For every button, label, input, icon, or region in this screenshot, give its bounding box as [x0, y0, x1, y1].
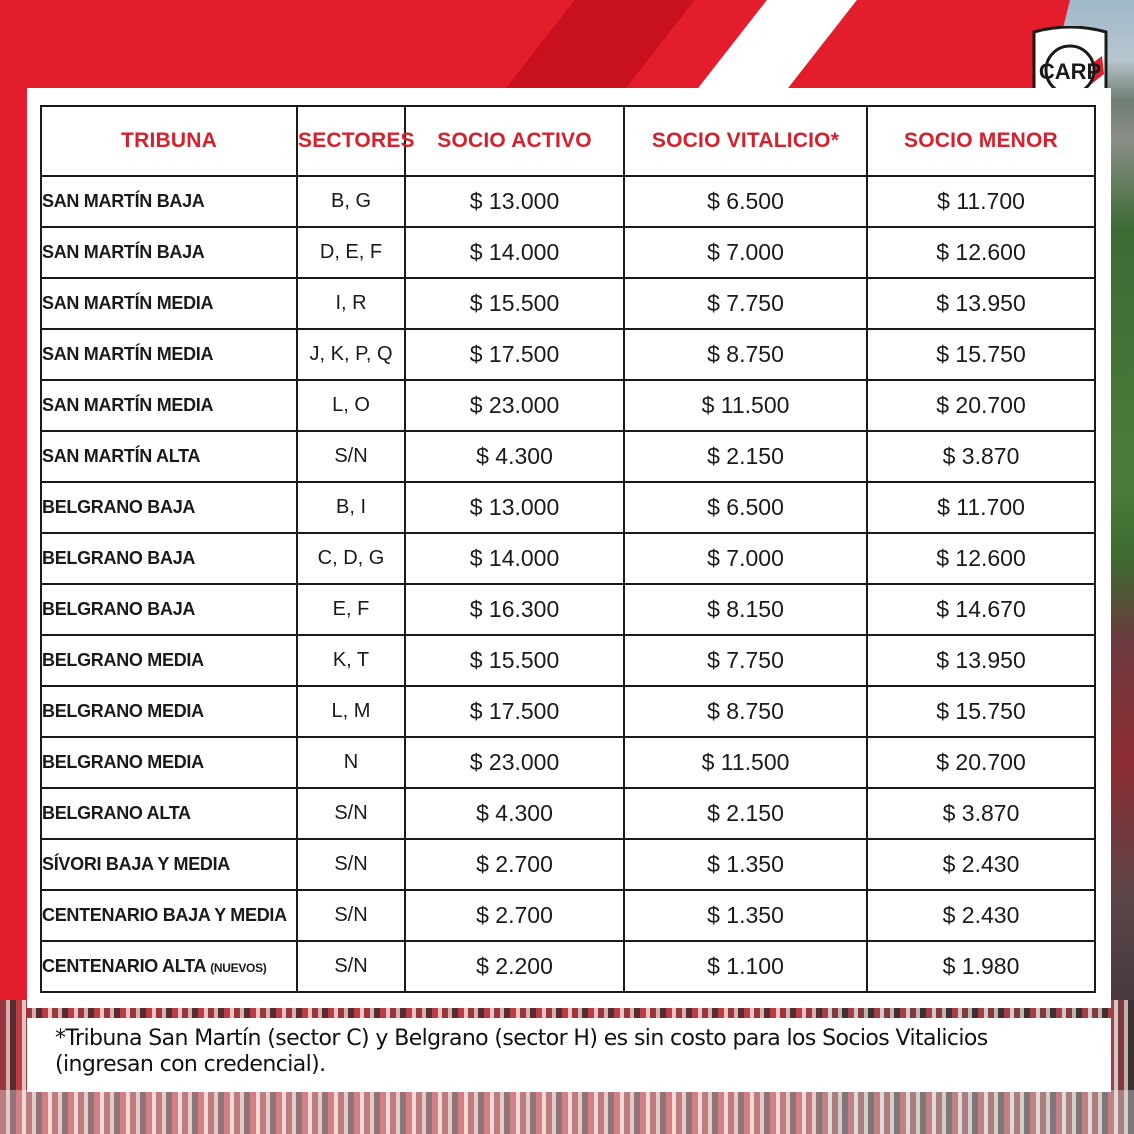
- table-row: [41, 482, 1095, 533]
- cell-socio-menor: [867, 839, 1095, 890]
- cell-sectores-text: L, O: [332, 394, 370, 416]
- cell-socio-vitalicio-text: $ 7.750: [707, 290, 784, 316]
- cell-socio-vitalicio: [624, 533, 867, 584]
- cell-sectores: [297, 431, 405, 482]
- cell-sectores: [297, 533, 405, 584]
- cell-socio-menor-text: $ 1.980: [942, 953, 1020, 979]
- cell-socio-menor-text: $ 3.870: [942, 443, 1020, 469]
- cell-socio-vitalicio-text: $ 1.350: [707, 851, 784, 877]
- cell-socio-vitalicio-text: $ 6.500: [707, 494, 784, 520]
- cell-tribuna-text: SAN MARTÍN MEDIA: [42, 344, 214, 364]
- cell-socio-activo-text: $ 17.500: [469, 698, 560, 724]
- cell-socio-activo-text: $ 2.200: [476, 953, 553, 979]
- cell-socio-menor: [867, 941, 1095, 992]
- cell-sectores-text: I, R: [335, 292, 367, 314]
- cell-sectores-text: B, I: [335, 496, 366, 518]
- cell-sectores-text: S/N: [334, 853, 368, 875]
- cell-socio-menor: [867, 788, 1095, 839]
- cell-tribuna: [41, 482, 297, 533]
- cell-sectores: [297, 584, 405, 635]
- cell-socio-vitalicio-text: $ 8.750: [707, 341, 784, 367]
- cell-socio-vitalicio: [624, 176, 867, 227]
- cell-socio-activo: [405, 788, 624, 839]
- cell-socio-menor: [867, 380, 1095, 431]
- cell-socio-menor: [867, 686, 1095, 737]
- cell-tribuna: [41, 839, 297, 890]
- cell-sectores: [297, 329, 405, 380]
- cell-socio-menor: [867, 635, 1095, 686]
- cell-sectores-text: S/N: [334, 955, 368, 977]
- cell-socio-activo: [405, 482, 624, 533]
- cell-socio-activo: [405, 533, 624, 584]
- cell-socio-vitalicio: [624, 890, 867, 941]
- cell-socio-vitalicio-text: $ 1.350: [707, 902, 784, 928]
- cell-socio-activo-text: $ 23.000: [469, 392, 560, 418]
- cell-socio-menor: [867, 329, 1095, 380]
- cell-socio-menor: [867, 176, 1095, 227]
- cell-tribuna: [41, 278, 297, 329]
- cell-socio-menor-text: $ 15.750: [936, 698, 1026, 724]
- cell-socio-menor-text: $ 13.950: [936, 290, 1026, 316]
- cell-socio-menor-text: $ 2.430: [942, 902, 1020, 928]
- cell-tribuna-text: CENTENARIO ALTA: [42, 956, 206, 976]
- cell-socio-activo-text: $ 2.700: [476, 851, 553, 877]
- cell-socio-vitalicio: [624, 635, 867, 686]
- table-row: [41, 941, 1095, 992]
- cell-tribuna: [41, 176, 297, 227]
- cell-tribuna: [41, 329, 297, 380]
- cell-tribuna: [41, 941, 297, 992]
- cell-socio-vitalicio: [624, 227, 867, 278]
- cell-sectores: [297, 380, 405, 431]
- cell-sectores-text: B, G: [330, 190, 371, 212]
- table-row: [41, 278, 1095, 329]
- cell-sectores-text: J, K, P, Q: [309, 343, 393, 365]
- cell-tribuna: [41, 533, 297, 584]
- cell-sectores-text: E, F: [332, 598, 370, 620]
- cell-tribuna: [41, 380, 297, 431]
- cell-socio-vitalicio-text: $ 11.500: [701, 392, 790, 418]
- cell-socio-vitalicio: [624, 380, 867, 431]
- cell-tribuna-text: SAN MARTÍN BAJA: [42, 191, 205, 211]
- cell-tribuna: [41, 584, 297, 635]
- cell-socio-activo: [405, 380, 624, 431]
- footnote-line-1: *Tribuna San Martín (sector C) y Belgrano (sector H) es sin costo para los Socios Vitalicios: [55, 1026, 988, 1051]
- cell-socio-vitalicio: [624, 686, 867, 737]
- header-socio-activo: SOCIO ACTIVO: [405, 106, 624, 176]
- cell-socio-menor: [867, 482, 1095, 533]
- cell-socio-activo: [405, 941, 624, 992]
- cell-socio-activo: [405, 737, 624, 788]
- cell-sectores: [297, 890, 405, 941]
- cell-socio-menor-text: $ 15.750: [936, 341, 1026, 367]
- cell-socio-activo: [405, 278, 624, 329]
- footnote-line-2: (ingresan con credencial).: [55, 1052, 326, 1077]
- cell-socio-activo-text: $ 14.000: [469, 545, 560, 571]
- cell-sectores: [297, 635, 405, 686]
- cell-socio-vitalicio: [624, 941, 867, 992]
- cell-tribuna: [41, 737, 297, 788]
- cell-socio-activo: [405, 584, 624, 635]
- cell-socio-activo: [405, 227, 624, 278]
- cell-tribuna-text: BELGRANO BAJA: [42, 599, 196, 619]
- table-row: [41, 380, 1095, 431]
- cell-socio-menor-text: $ 11.700: [937, 188, 1025, 214]
- cell-socio-menor-text: $ 20.700: [936, 749, 1026, 775]
- cell-tribuna-text: BELGRANO BAJA: [42, 548, 196, 568]
- cell-sectores: [297, 788, 405, 839]
- cell-sectores: [297, 227, 405, 278]
- header-socio-menor: SOCIO MENOR: [867, 106, 1095, 176]
- cell-sectores: [297, 839, 405, 890]
- cell-socio-menor-text: $ 2.430: [942, 851, 1020, 877]
- cell-sectores-text: D, E, F: [319, 241, 383, 263]
- cell-socio-vitalicio-text: $ 7.000: [707, 545, 784, 571]
- cell-socio-vitalicio: [624, 737, 867, 788]
- background-band: [0, 1090, 1134, 1134]
- table-row: [41, 533, 1095, 584]
- cell-socio-menor: [867, 584, 1095, 635]
- cell-socio-vitalicio-text: $ 11.500: [701, 749, 790, 775]
- cell-tribuna-text: BELGRANO MEDIA: [42, 701, 204, 721]
- cell-socio-menor: [867, 431, 1095, 482]
- crest-letters: CARP: [1038, 59, 1102, 84]
- cell-socio-activo-text: $ 15.500: [469, 647, 560, 673]
- cell-socio-vitalicio: [624, 329, 867, 380]
- cell-socio-activo-text: $ 4.300: [476, 800, 553, 826]
- price-table: [40, 105, 1096, 993]
- cell-tribuna-text: BELGRANO ALTA: [42, 803, 191, 823]
- cell-socio-menor: [867, 737, 1095, 788]
- cell-socio-activo: [405, 890, 624, 941]
- cell-tribuna-text: SAN MARTÍN BAJA: [42, 242, 205, 262]
- cell-tribuna-text: BELGRANO MEDIA: [42, 752, 204, 772]
- cell-sectores-text: S/N: [334, 445, 368, 467]
- table-row: [41, 431, 1095, 482]
- cell-tribuna: [41, 227, 297, 278]
- cell-tribuna-text: SÍVORI BAJA Y MEDIA: [42, 854, 231, 874]
- cell-socio-menor: [867, 890, 1095, 941]
- cell-socio-menor-text: $ 12.600: [936, 545, 1026, 571]
- table-row: [41, 737, 1095, 788]
- cell-socio-vitalicio-text: $ 2.150: [707, 443, 784, 469]
- cell-socio-vitalicio-text: $ 7.750: [707, 647, 784, 673]
- table-row: [41, 329, 1095, 380]
- cell-socio-activo-text: $ 15.500: [469, 290, 560, 316]
- header-sectores: SECTORES: [297, 106, 405, 176]
- cell-socio-vitalicio-text: $ 8.150: [707, 596, 784, 622]
- cell-socio-activo: [405, 329, 624, 380]
- cell-socio-vitalicio-text: $ 8.750: [707, 698, 784, 724]
- cell-tribuna-text: BELGRANO MEDIA: [42, 650, 204, 670]
- table-row: [41, 839, 1095, 890]
- cell-sectores-text: K, T: [332, 649, 370, 671]
- cell-socio-activo-text: $ 23.000: [469, 749, 560, 775]
- footnote-panel: [27, 1018, 1111, 1092]
- cell-sectores: [297, 941, 405, 992]
- cell-tribuna: [41, 686, 297, 737]
- cell-socio-menor-text: $ 13.950: [936, 647, 1026, 673]
- cell-socio-activo: [405, 431, 624, 482]
- table-row: [41, 788, 1095, 839]
- cell-socio-vitalicio-text: $ 7.000: [707, 239, 784, 265]
- cell-socio-activo: [405, 686, 624, 737]
- table-row: [41, 890, 1095, 941]
- cell-socio-activo-text: $ 13.000: [469, 188, 560, 214]
- cell-tribuna-text: CENTENARIO BAJA Y MEDIA: [42, 905, 287, 925]
- cell-socio-vitalicio: [624, 584, 867, 635]
- cell-socio-activo: [405, 839, 624, 890]
- cell-sectores-text: S/N: [334, 802, 368, 824]
- cell-socio-vitalicio-text: $ 6.500: [707, 188, 784, 214]
- cell-socio-menor-text: $ 3.870: [942, 800, 1020, 826]
- cell-sectores: [297, 737, 405, 788]
- cell-socio-activo-text: $ 4.300: [476, 443, 553, 469]
- cell-socio-vitalicio-text: $ 2.150: [707, 800, 784, 826]
- cell-socio-vitalicio: [624, 788, 867, 839]
- cell-sectores: [297, 482, 405, 533]
- cell-tribuna-text: SAN MARTÍN MEDIA: [42, 293, 214, 313]
- cell-sectores-text: C, D, G: [317, 547, 385, 569]
- cell-socio-activo-text: $ 14.000: [469, 239, 560, 265]
- table-row: [41, 686, 1095, 737]
- cell-socio-activo: [405, 176, 624, 227]
- cell-socio-menor-text: $ 12.600: [936, 239, 1026, 265]
- cell-sectores: [297, 176, 405, 227]
- cell-socio-activo-text: $ 17.500: [469, 341, 560, 367]
- cell-sectores-text: S/N: [334, 904, 368, 926]
- header-socio-vitalicio: SOCIO VITALICIO*: [624, 106, 867, 176]
- cell-tribuna: [41, 890, 297, 941]
- cell-tribuna-text: BELGRANO BAJA: [42, 497, 196, 517]
- table-row: [41, 176, 1095, 227]
- cell-socio-vitalicio: [624, 839, 867, 890]
- cell-sectores: [297, 278, 405, 329]
- cell-socio-activo: [405, 635, 624, 686]
- cell-socio-menor: [867, 227, 1095, 278]
- footnote-text: [55, 1026, 1095, 1078]
- cell-socio-menor: [867, 278, 1095, 329]
- cell-sectores-text: N: [343, 751, 359, 773]
- cell-sectores: [297, 686, 405, 737]
- cell-socio-menor-text: $ 11.700: [937, 494, 1025, 520]
- cell-socio-vitalicio: [624, 278, 867, 329]
- cell-socio-vitalicio-text: $ 1.100: [707, 953, 784, 979]
- cell-sectores-text: L, M: [331, 700, 371, 722]
- cell-tribuna-text: SAN MARTÍN ALTA: [42, 446, 201, 466]
- cell-socio-activo-text: $ 16.300: [469, 596, 560, 622]
- table-row: [41, 227, 1095, 278]
- header-tribuna: TRIBUNA: [41, 106, 297, 176]
- cell-socio-vitalicio: [624, 482, 867, 533]
- cell-socio-activo-text: $ 13.000: [469, 494, 560, 520]
- price-table-panel: [27, 88, 1111, 1008]
- cell-tribuna: [41, 788, 297, 839]
- cell-tribuna-note: (NUEVOS): [210, 961, 267, 975]
- cell-socio-menor-text: $ 20.700: [936, 392, 1026, 418]
- cell-tribuna: [41, 431, 297, 482]
- table-header-row: [41, 106, 1095, 176]
- cell-socio-menor-text: $ 14.670: [936, 596, 1026, 622]
- cell-socio-activo-text: $ 2.700: [476, 902, 553, 928]
- cell-tribuna: [41, 635, 297, 686]
- cell-socio-vitalicio: [624, 431, 867, 482]
- cell-socio-menor: [867, 533, 1095, 584]
- cell-tribuna-text: SAN MARTÍN MEDIA: [42, 395, 214, 415]
- table-row: [41, 584, 1095, 635]
- table-row: [41, 635, 1095, 686]
